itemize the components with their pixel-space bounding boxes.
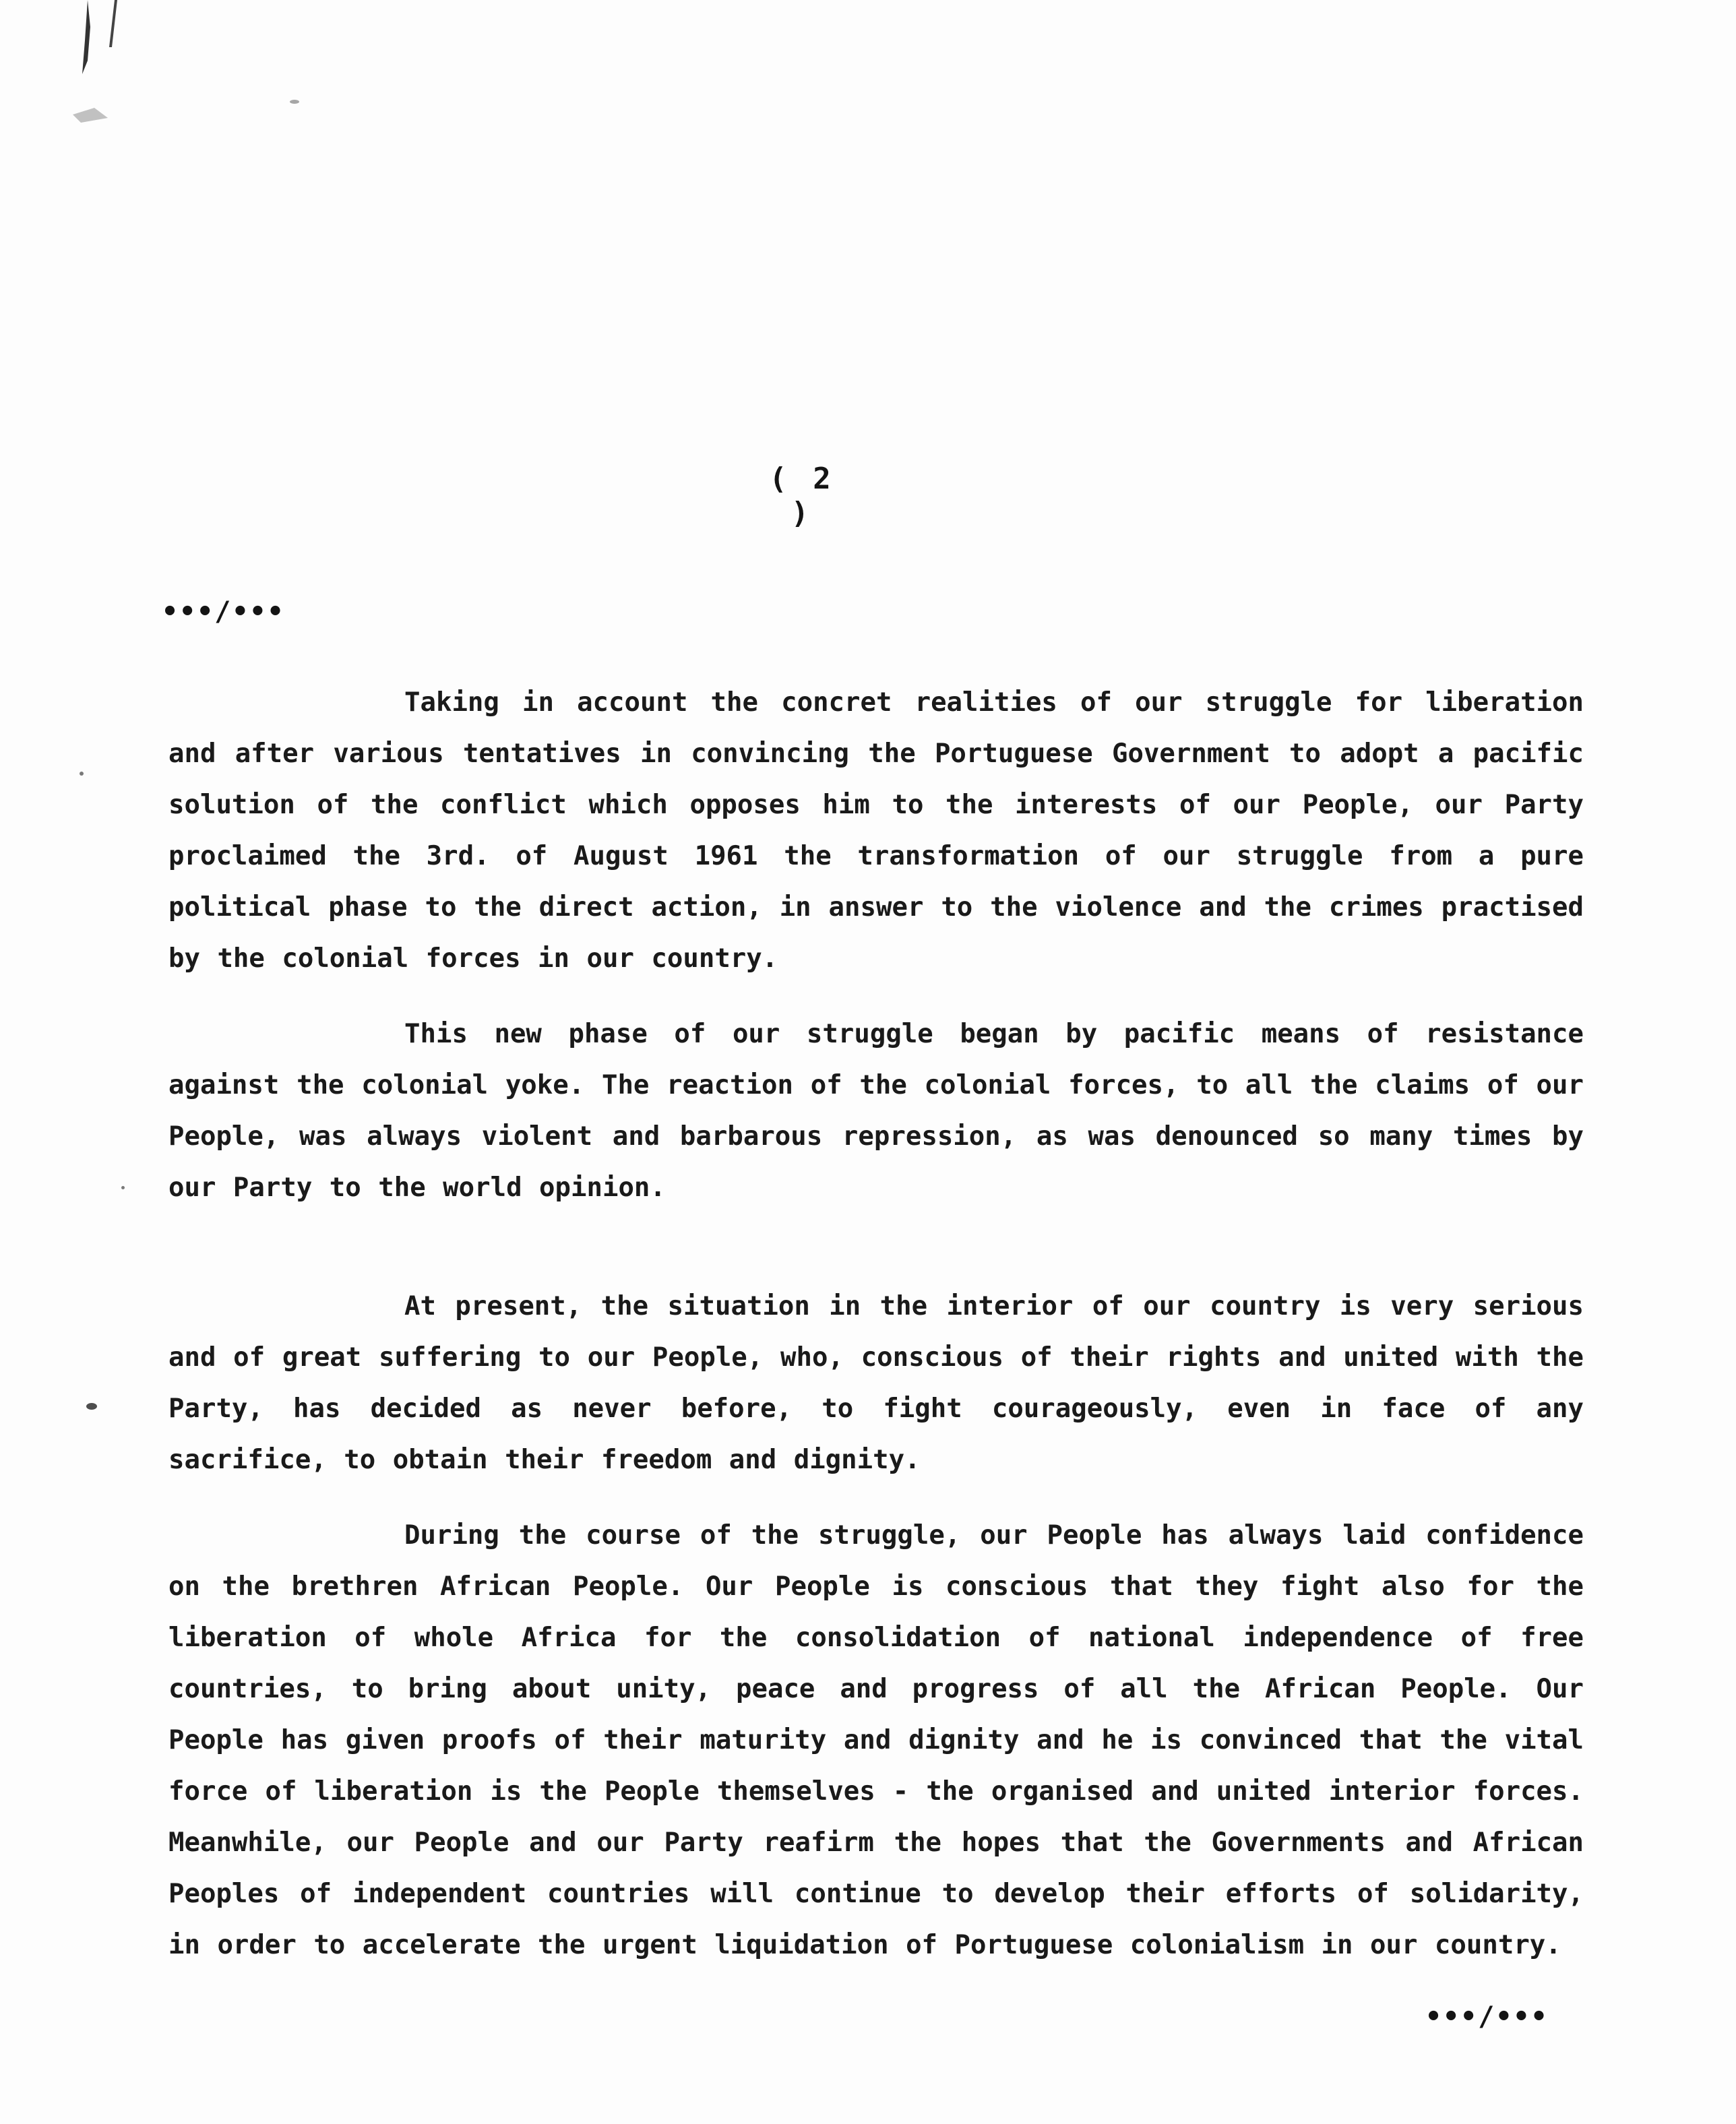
paragraph-3: At present, the situation in the interior of our country is very serious and of great suffering to our People, who, conscious of their rights and united with the Party, has decided as never before, to fight courageously, even in face of any sacrifice, to obtain their freedom and dignity. [168,1291,1584,1475]
scan-speck [86,1403,97,1410]
body-text [168,677,1584,1971]
scan-speck [290,100,299,104]
paragraph-1: Taking in account the concret realities of our struggle for liberation and after various tentatives in convincing the Portuguese Government to adopt a pacific solution of the conflict which opposes him to the interests of our People, our Party proclaimed the 3rd. of August 1961 the transformation of our struggle from a pure political phase to the direct action, in answer to the violence and the crimes practised by the colonial forces in our country. [168,687,1584,974]
scan-speck [121,1186,125,1189]
scan-artifact-marks [67,0,162,135]
paragraph-2: This new phase of our struggle began by pacific means of resistance against the colonial yoke. The reaction of the colonial forces, to all the claims of our People, was always violent and barbarous repression, as was denounced so many times by our Party to the world opinion. [168,1019,1584,1203]
continuation-mark-bottom: •••/••• [1425,2001,1549,2032]
scan-speck [80,772,84,776]
page-number: ( 2 ) [769,462,835,530]
paragraph-4: During the course of the struggle, our People has always laid confidence on the brethren African People. Our People is conscious that they fight also for the liberation of whole Africa for the consolidation of national independence of free countries, to bring about unity, peace and progress of all the African People. Our People has given proofs of their maturity and dignity and he is convinced that the vital force of liberation is the People themselves - the organised and united interior forces. Meanwhile, our People and our Party reafirm the hopes that the Governments and African Peoples of independent countries will continue to develop their efforts of solidarity, in order to accelerate the urgent liquidation of Portuguese colonialism in our country. [168,1520,1584,1960]
continuation-mark-top: •••/••• [162,596,285,627]
